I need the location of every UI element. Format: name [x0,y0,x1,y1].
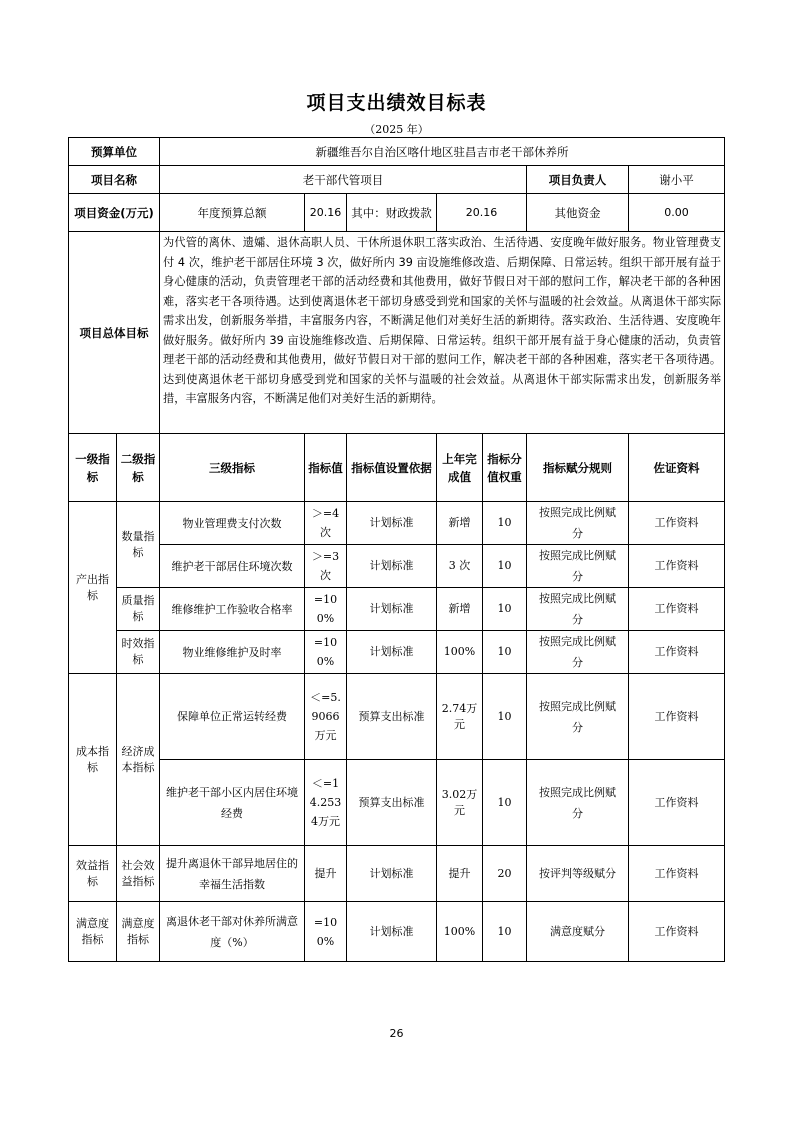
performance-table [68,137,725,962]
header-cell: 指标值 [305,434,347,502]
level1-indicator: 产出指标 [69,502,117,674]
level2-indicator: 数量指标 [117,502,160,588]
header-cell: 上年完成值 [437,434,483,502]
header-cell: 指标分值权重 [483,434,527,502]
scoring-rule: 按照完成比例赋分 [527,631,629,674]
scoring-rule: 按照完成比例赋分 [527,674,629,760]
level2-indicator: 满意度指标 [117,902,160,962]
evidence: 工作资料 [629,631,725,674]
prev-year-value: 提升 [437,846,483,902]
owner-value: 谢小平 [629,166,725,194]
scoring-rule: 按照完成比例赋分 [527,502,629,545]
evidence: 工作资料 [629,588,725,631]
other-value: 0.00 [629,194,725,232]
scoring-rule: 按评判等级赋分 [527,846,629,902]
table-row [69,760,725,846]
table-row [69,631,725,674]
header-cell: 佐证资料 [629,434,725,502]
header-cell: 三级指标 [160,434,305,502]
indicator-value: ＜=14.2534万元 [305,760,347,846]
project-label: 项目名称 [69,166,160,194]
prev-year-value: 2.74万元 [437,674,483,760]
weight: 10 [483,760,527,846]
weight: 20 [483,846,527,902]
scoring-rule: 按照完成比例赋分 [527,588,629,631]
table-row [69,846,725,902]
other-label: 其他资金 [527,194,629,232]
annual-value-cell: 20.16 [305,194,347,232]
indicator-value: =100% [305,631,347,674]
value-basis: 计划标准 [347,545,437,588]
weight: 10 [483,674,527,760]
table-row [69,588,725,631]
header-cell: 指标值设置依据 [347,434,437,502]
level3-indicator: 提升离退休干部异地居住的幸福生活指数 [160,846,305,902]
indicator-value: =100% [305,588,347,631]
level2-indicator: 时效指标 [117,631,160,674]
fiscal-label: 其中：财政拨款 [347,194,437,232]
goal-label: 项目总体目标 [69,232,160,434]
unit-label: 预算单位 [69,138,160,166]
value-basis: 计划标准 [347,846,437,902]
evidence: 工作资料 [629,545,725,588]
level3-indicator: 维修维护工作验收合格率 [160,588,305,631]
fiscal-value-cell: 20.16 [437,194,527,232]
value-basis: 计划标准 [347,902,437,962]
indicator-value: =100% [305,902,347,962]
goal-text: 为代管的离休、遗孀、退休高职人员、干休所退休职工落实政治、生活待遇、安度晚年做好服务。物业管理费支付 4 次，维护老干部居住环境 3 次，做好所内 39 亩设施维修改造、后期保障、日常运转。组织干部开展有益于身心健康的活动，负责管理老干部的活动经费和其他费用，做好节假日对干部的慰问工作，解决老干部的各种困难，落实老干各项待遇。达到使离退休老干部切身感受到党和国家的关怀与温暖的社会效益。从离退休干部实际需求出发，创新服务举措，丰富服务内容，不断满足他们对美好生活的新期待。落实政治、生活待遇、安度晚年做好服务。做好所内 39 亩设施维修改造、后期保障、日常运转。组织干部开展有益于身心健康的活动，负责管理老干部的活动经费和其他费用，做好节假日对干部的慰问工作，解决老干部的各种困难，落实老干各项待遇。达到使离退休老干部切身感受到党和国家的关怀与温暖的社会效益。从离退休干部实际需求出发，创新服务举措，丰富服务内容，不断满足他们对美好生活的新期待。 [160,232,725,434]
level2-indicator: 经济成本指标 [117,674,160,846]
unit-value: 新疆维吾尔自治区喀什地区驻昌吉市老干部休养所 [160,138,725,166]
header-cell: 二级指标 [117,434,160,502]
project-value: 老干部代管项目 [160,166,527,194]
weight: 10 [483,631,527,674]
table-row [69,902,725,962]
value-basis: 计划标准 [347,631,437,674]
owner-label: 项目负责人 [527,166,629,194]
indicator-value: ＞=4次 [305,502,347,545]
evidence: 工作资料 [629,760,725,846]
prev-year-value: 3 次 [437,545,483,588]
prev-year-value: 100% [437,902,483,962]
evidence: 工作资料 [629,674,725,760]
table-row [69,545,725,588]
scoring-rule: 按照完成比例赋分 [527,760,629,846]
table-row [69,674,725,760]
level3-indicator: 物业维修维护及时率 [160,631,305,674]
level3-indicator: 离退休老干部对休养所满意度（%） [160,902,305,962]
level3-indicator: 物业管理费支付次数 [160,502,305,545]
evidence: 工作资料 [629,902,725,962]
level3-indicator: 维护老干部居住环境次数 [160,545,305,588]
page-title: 项目支出绩效目标表 [306,92,487,114]
value-basis: 预算支出标准 [347,760,437,846]
level1-indicator: 效益指标 [69,846,117,902]
evidence: 工作资料 [629,846,725,902]
indicator-value: 提升 [305,846,347,902]
annual-label: 年度预算总额 [160,194,305,232]
header-cell: 指标赋分规则 [527,434,629,502]
level3-indicator: 保障单位正常运转经费 [160,674,305,760]
value-basis: 预算支出标准 [347,674,437,760]
prev-year-value: 100% [437,631,483,674]
prev-year-value: 新增 [437,588,483,631]
prev-year-value: 新增 [437,502,483,545]
level3-indicator: 维护老干部小区内居住环境经费 [160,760,305,846]
page-number: 26 [389,1027,404,1040]
weight: 10 [483,588,527,631]
weight: 10 [483,902,527,962]
level2-indicator: 社会效益指标 [117,846,160,902]
year-label: （2025 年） [364,123,429,136]
level1-indicator: 成本指标 [69,674,117,846]
indicator-value: ＞=3次 [305,545,347,588]
table-row [69,502,725,545]
weight: 10 [483,545,527,588]
weight: 10 [483,502,527,545]
value-basis: 计划标准 [347,502,437,545]
scoring-rule: 按照完成比例赋分 [527,545,629,588]
evidence: 工作资料 [629,502,725,545]
fund-label: 项目资金(万元) [69,194,160,232]
level2-indicator: 质量指标 [117,588,160,631]
indicator-value: ＜=5.9066万元 [305,674,347,760]
prev-year-value: 3.02万元 [437,760,483,846]
header-cell: 一级指标 [69,434,117,502]
level1-indicator: 满意度指标 [69,902,117,962]
scoring-rule: 满意度赋分 [527,902,629,962]
value-basis: 计划标准 [347,588,437,631]
